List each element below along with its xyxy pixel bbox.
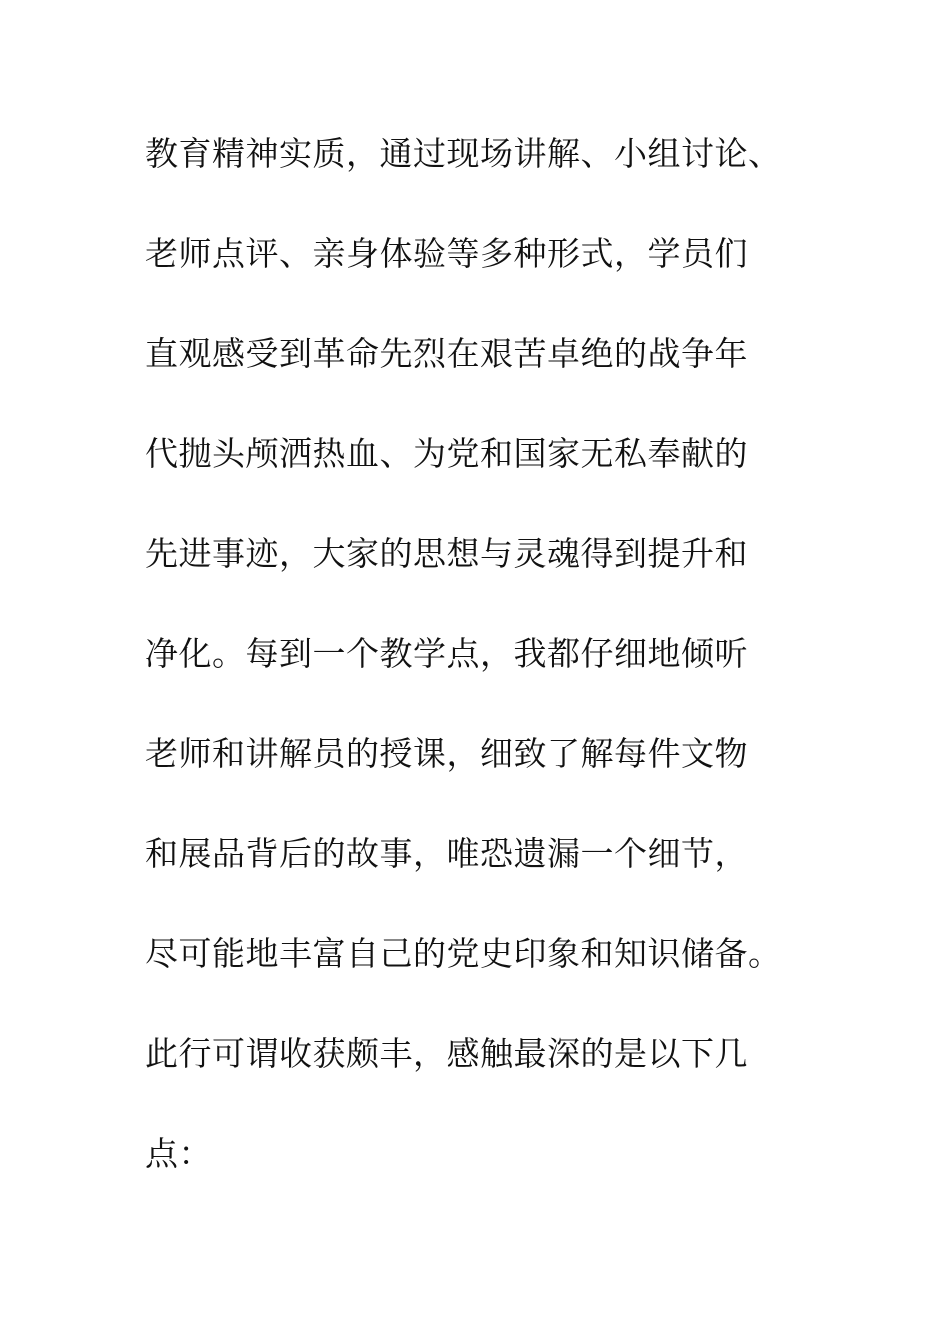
text-line: 代抛头颅洒热血、为党和国家无私奉献的 [145, 434, 748, 473]
text-line: 尽可能地丰富自己的党史印象和知识储备。 [145, 934, 782, 973]
text-line: 此行可谓收获颇丰，感触最深的是以下几 [145, 1034, 748, 1073]
text-line: 点： [145, 1134, 212, 1173]
body-paragraph [145, 126, 825, 1226]
text-line: 和展品背后的故事，唯恐遗漏一个细节， [145, 834, 748, 873]
text-line: 先进事迹，大家的思想与灵魂得到提升和 [145, 534, 748, 573]
text-line: 老师点评、亲身体验等多种形式，学员们 [145, 234, 748, 273]
text-line: 净化。每到一个教学点，我都仔细地倾听 [145, 634, 748, 673]
text-line: 老师和讲解员的授课，细致了解每件文物 [145, 734, 748, 773]
text-line: 教育精神实质，通过现场讲解、小组讨论、 [145, 134, 782, 173]
text-line: 直观感受到革命先烈在艰苦卓绝的战争年 [145, 334, 748, 373]
